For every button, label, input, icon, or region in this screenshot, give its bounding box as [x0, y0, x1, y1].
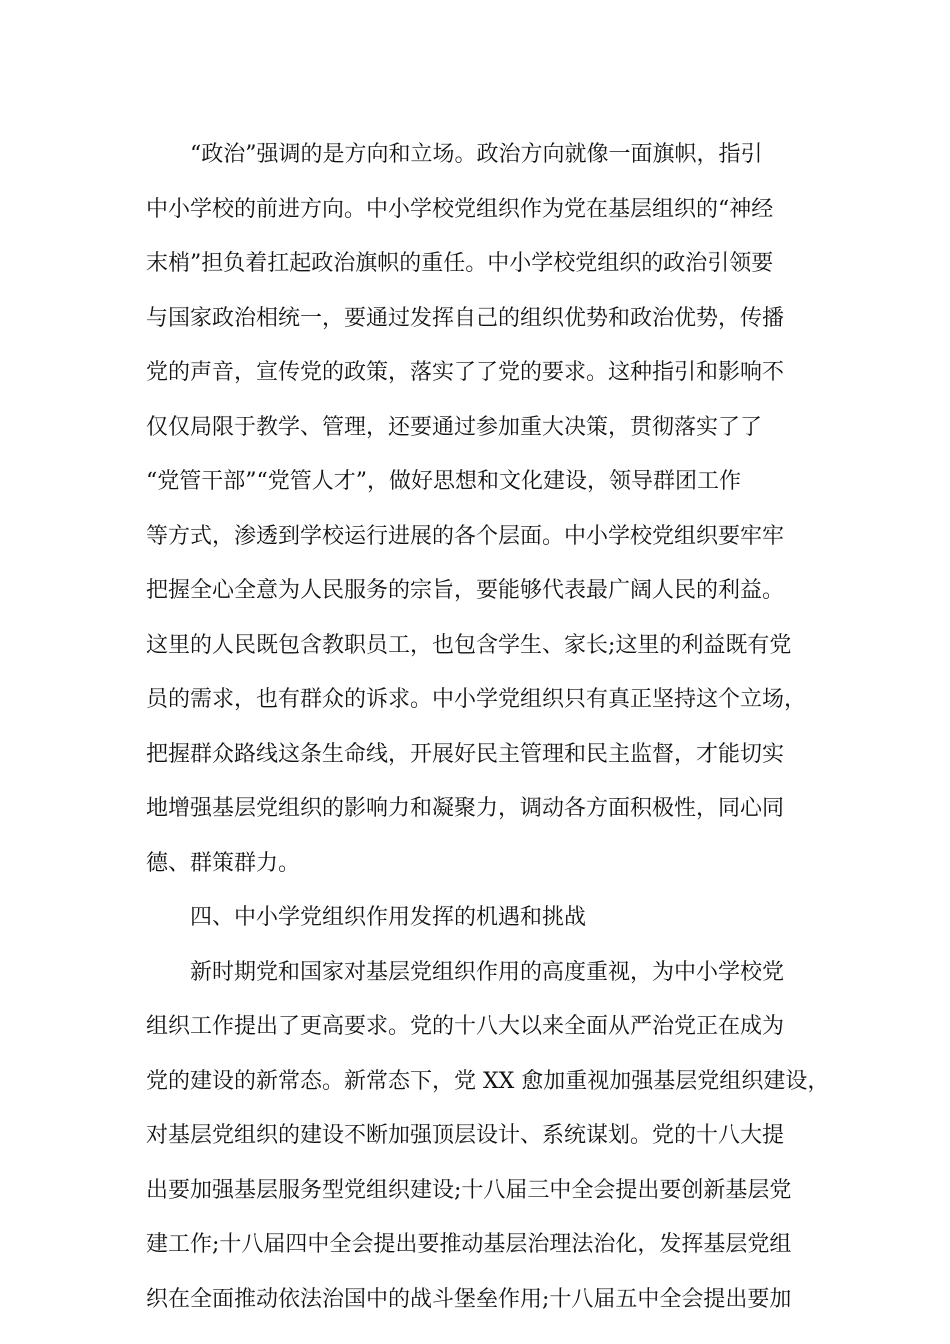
text-line: 组织工作提出了更高要求。党的十八大以来全面从严治党正在成为: [146, 1014, 785, 1039]
text-line: “政治”强调的是方向和立场。政治方向就像一面旗帜，指引: [190, 142, 763, 167]
text-line: 党的声音，宣传党的政策，落实了了党的要求。这种指引和影响不: [146, 360, 785, 385]
text-line: 与国家政治相统一，要通过发挥自己的组织优势和政治优势，传播: [146, 305, 785, 331]
text-line: 地增强基层党组织的影响力和凝聚力，调动各方面积极性，同心同: [146, 796, 785, 821]
body-text: [146, 128, 830, 1327]
text-line: 新时期党和国家对基层党组织作用的高度重视，为中小学校党: [190, 959, 785, 985]
text-line: 仅仅局限于教学、管理，还要通过参加重大决策，贯彻落实了了: [146, 414, 763, 440]
text-line: 等方式，渗透到学校运行进展的各个层面。中小学校党组织要牢牢: [146, 523, 785, 549]
text-line: 建工作;十八届四中全会提出要推动基层治理法治化，发挥基层党组: [146, 1232, 792, 1257]
text-line: 把握全心全意为人民服务的宗旨，要能够代表最广阔人民的利益。: [146, 578, 785, 603]
text-line: 末梢”担负着扛起政治旗帜的重任。中小学校党组织的政治引领要: [146, 251, 774, 276]
text-line: “党管干部”“党管人才”，做好思想和文化建设，领导群团工作: [146, 469, 741, 494]
text-line: 织在全面推动依法治国中的战斗堡垒作用;十八届五中全会提出要加: [146, 1286, 792, 1312]
text-line: 这里的人民既包含教职员工，也包含学生、家长;这里的利益既有党: [146, 632, 792, 658]
text-line: 把握群众路线这条生命线，开展好民主管理和民主监督，才能切实: [146, 741, 785, 767]
text-line: 党的建设的新常态。新常态下，党 XX 愈加重视加强基层党组织建设，: [146, 1068, 830, 1094]
text-line: 员的需求，也有群众的诉求。中小学党组织只有真正坚持这个立场，: [146, 687, 807, 712]
text-line: 德、群策群力。: [146, 850, 301, 876]
text-line: 中小学校的前进方向。中小学校党组织作为党在基层组织的“神经: [146, 196, 774, 222]
text-line: 出要加强基层服务型党组织建设;十八届三中全会提出要创新基层党: [146, 1177, 792, 1203]
section-heading: 四、中小学党组织作用发挥的机遇和挑战: [190, 905, 587, 930]
text-line: 对基层党组织的建设不断加强顶层设计、系统谋划。党的十八大提: [146, 1123, 785, 1148]
